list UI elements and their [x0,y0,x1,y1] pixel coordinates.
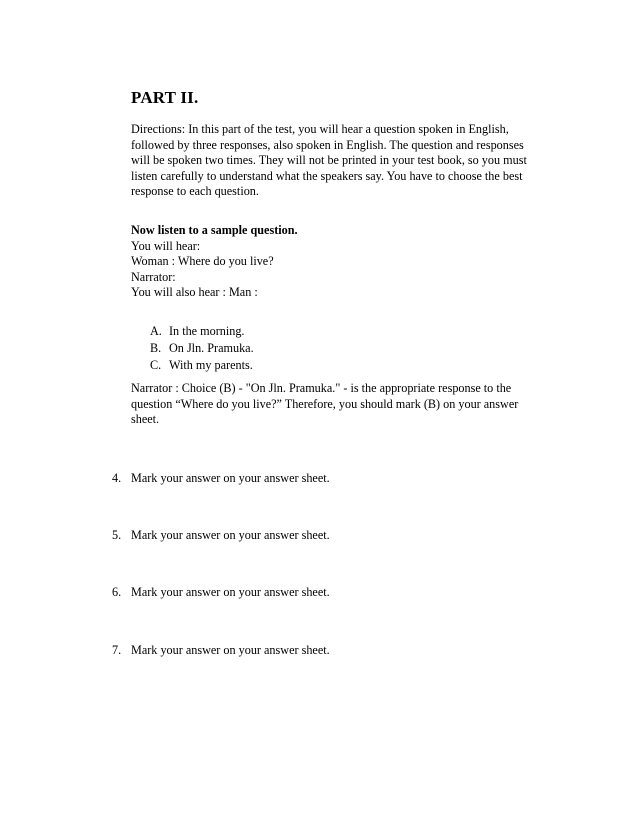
directions-line: listen carefully to understand what the speakers say. You have to choose the best [131,168,523,183]
sample-line: Woman : Where do you live? [131,254,274,268]
directions-line: response to each question. [131,184,259,198]
question-number: 5. [112,528,122,542]
choice-letter: A. [150,324,162,338]
question-number: 7. [112,643,122,657]
choice-item [150,323,254,340]
sample-choices-list [150,323,254,374]
sample-line: You will also hear : Man : [131,285,258,299]
directions-line: will be spoken two times. They will not be printed in your test book, so you must [131,153,527,167]
choice-letter: B. [150,341,162,355]
question-item [112,585,330,600]
choice-letter: C. [150,358,162,372]
sample-section [131,223,551,301]
question-item [112,528,330,543]
explanation-line: Narrator : Choice (B) - "On Jln. Pramuka." - is the appropriate response to the [131,381,512,395]
sample-heading: Now listen to a sample question. [131,223,298,237]
question-text: Mark your answer on your answer sheet. [131,585,330,599]
choice-item [150,357,254,374]
part-title: PART II. [131,88,199,107]
question-text: Mark your answer on your answer sheet. [131,528,330,542]
choice-text: With my parents. [169,358,253,372]
explanation-line: question “Where do you live?” Therefore, you should mark (B) on your answer [131,396,519,411]
explanation-line: sheet. [131,412,160,426]
question-item [112,471,330,486]
choice-text: In the morning. [169,324,245,338]
choice-text: On Jln. Pramuka. [169,341,254,355]
directions-line: followed by three responses, also spoken in English. The question and responses [131,137,524,152]
explanation-paragraph [131,381,551,428]
question-text: Mark your answer on your answer sheet. [131,471,330,485]
directions-line: Directions: In this part of the test, you will hear a question spoken in English, [131,122,509,136]
directions-paragraph [131,122,551,200]
question-number: 4. [112,471,122,485]
question-text: Mark your answer on your answer sheet. [131,643,330,657]
choice-item [150,340,254,357]
question-item [112,643,330,658]
sample-line: Narrator: [131,269,176,284]
question-number: 6. [112,585,122,599]
sample-line: You will hear: [131,238,201,253]
